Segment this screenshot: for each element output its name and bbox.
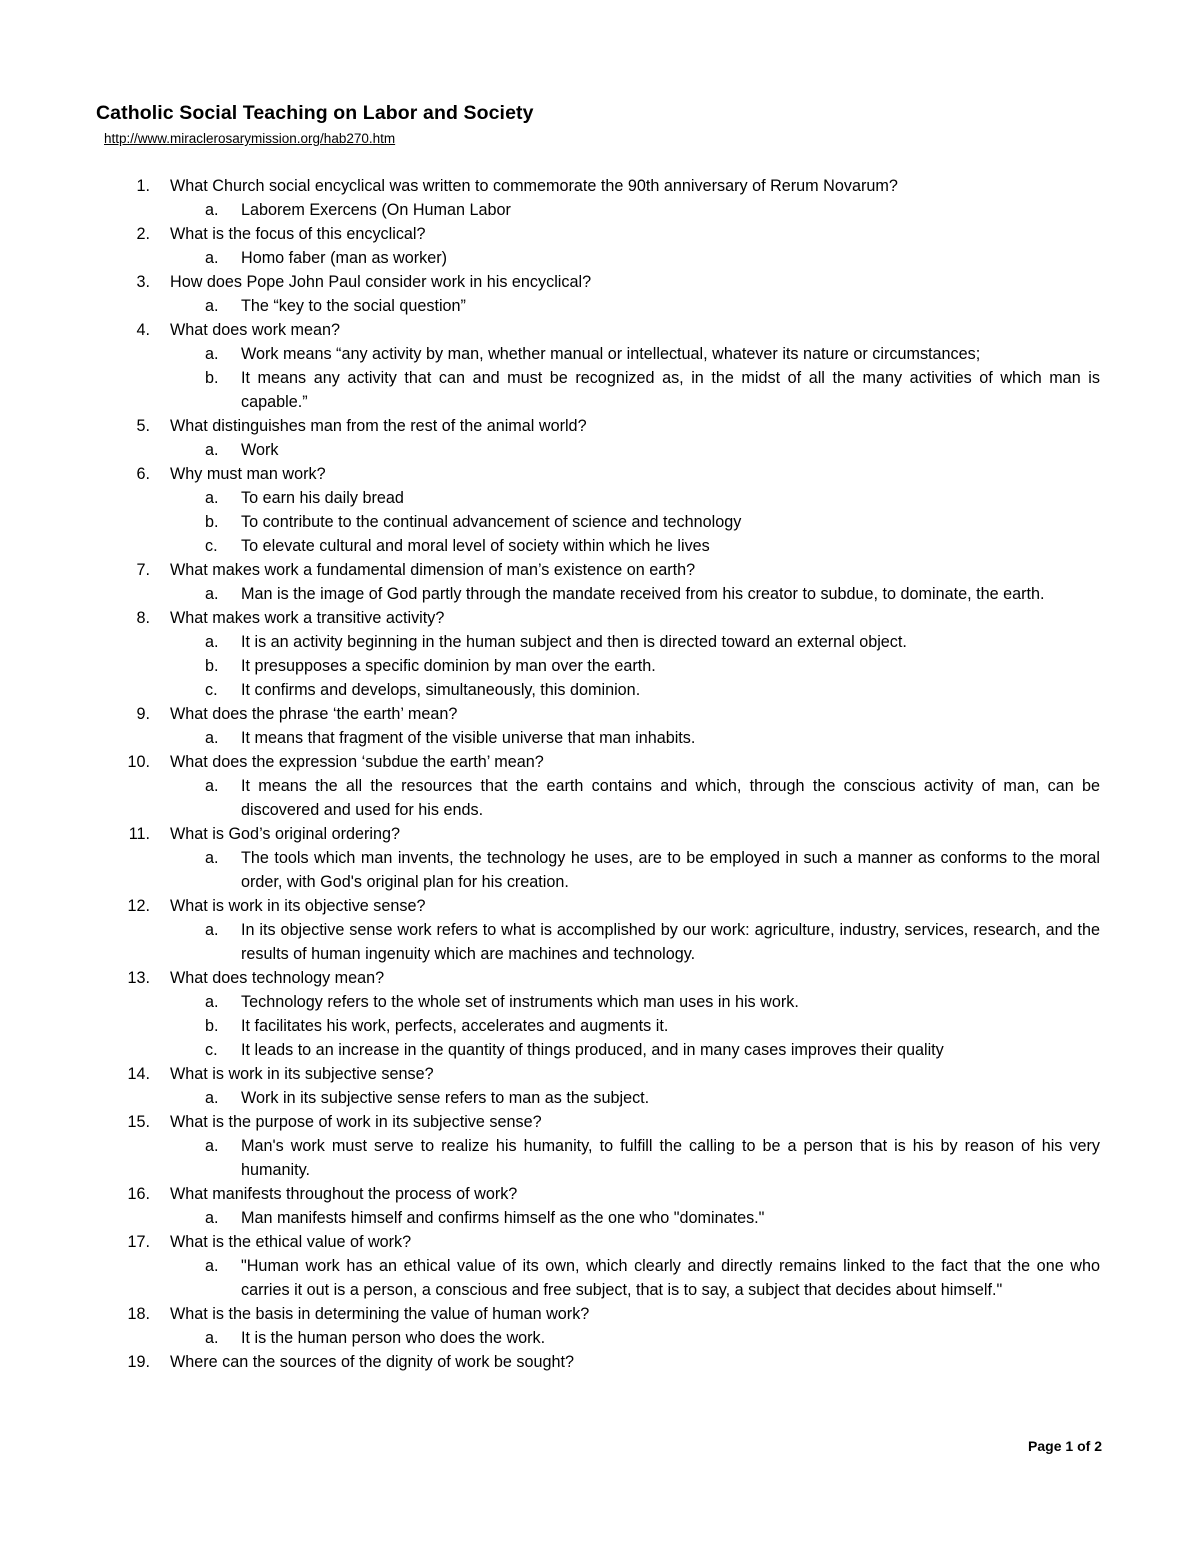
question-number: 18. bbox=[127, 1305, 150, 1323]
question-item bbox=[0, 1110, 1200, 1134]
answer-text: Homo faber (man as worker) bbox=[241, 249, 448, 267]
answer-text: It means the all the resources that the earth contains and which, through the conscious activity of man, can be discovered and used for his ends. bbox=[241, 777, 1100, 819]
answer-letter: a. bbox=[205, 585, 219, 603]
answer-text: It means that fragment of the visible universe that man inhabits. bbox=[241, 729, 696, 747]
question-item bbox=[0, 894, 1200, 918]
answer-text: Work bbox=[241, 441, 279, 459]
answer-text: "Human work has an ethical value of its own, which clearly and directly remains linked to the fact that the one who carries it out is a person, a conscious and free subject, that is to say, a subject that decides about himself." bbox=[241, 1257, 1100, 1299]
answer-text: Technology refers to the whole set of instruments which man uses in his work. bbox=[241, 993, 799, 1011]
question-number: 13. bbox=[127, 969, 150, 987]
answer-text: Laborem Exercens (On Human Labor bbox=[241, 201, 511, 219]
answer-item bbox=[0, 582, 1100, 606]
question-text: What makes work a fundamental dimension of man’s existence on earth? bbox=[170, 561, 696, 579]
answer-letter: a. bbox=[205, 249, 219, 267]
question-number: 10. bbox=[127, 753, 150, 771]
answer-item bbox=[0, 1206, 1100, 1230]
question-number: 7. bbox=[136, 561, 150, 579]
answer-item bbox=[0, 510, 1100, 534]
question-text: What does work mean? bbox=[170, 321, 341, 339]
answer-letter: a. bbox=[205, 201, 219, 219]
question-text: What is work in its objective sense? bbox=[170, 897, 426, 915]
question-number: 2. bbox=[136, 225, 150, 243]
answer-item bbox=[0, 1014, 1100, 1038]
answer-item bbox=[0, 1326, 1100, 1350]
question-number: 11. bbox=[128, 825, 150, 843]
question-text: What manifests throughout the process of work? bbox=[170, 1185, 518, 1203]
question-text: What is the focus of this encyclical? bbox=[170, 225, 426, 243]
question-item bbox=[0, 270, 1200, 294]
answer-item bbox=[0, 534, 1100, 558]
question-item bbox=[0, 702, 1200, 726]
answer-item bbox=[0, 198, 1100, 222]
answer-letter: a. bbox=[205, 777, 219, 795]
question-item bbox=[0, 1230, 1200, 1254]
answer-item bbox=[0, 678, 1100, 702]
question-list bbox=[0, 174, 1200, 1374]
source-url-link[interactable]: http://www.miraclerosarymission.org/hab270.htm bbox=[104, 131, 396, 146]
question-number: 17. bbox=[127, 1233, 150, 1251]
question-number: 16. bbox=[127, 1185, 150, 1203]
question-item bbox=[0, 822, 1200, 846]
answer-text: It presupposes a specific dominion by man over the earth. bbox=[241, 657, 656, 675]
answer-letter: a. bbox=[205, 1329, 219, 1347]
question-text: What makes work a transitive activity? bbox=[170, 609, 445, 627]
question-text: What is the ethical value of work? bbox=[170, 1233, 412, 1251]
question-item bbox=[0, 1182, 1200, 1206]
answer-item bbox=[0, 246, 1100, 270]
answer-text: To elevate cultural and moral level of society within which he lives bbox=[241, 537, 710, 555]
question-text: How does Pope John Paul consider work in his encyclical? bbox=[170, 273, 592, 291]
question-number: 14. bbox=[127, 1065, 150, 1083]
answer-letter: a. bbox=[205, 1209, 219, 1227]
answer-item bbox=[0, 630, 1100, 654]
question-text: What distinguishes man from the rest of the animal world? bbox=[170, 417, 587, 435]
question-text: What does the expression ‘subdue the earth’ mean? bbox=[170, 753, 544, 771]
question-number: 12. bbox=[127, 897, 150, 915]
question-item bbox=[0, 462, 1200, 486]
question-item bbox=[0, 1302, 1200, 1326]
answer-item bbox=[0, 846, 1100, 894]
question-item bbox=[0, 1062, 1200, 1086]
question-text: What does technology mean? bbox=[170, 969, 385, 987]
answer-letter: a. bbox=[205, 1089, 219, 1107]
answer-letter: b. bbox=[205, 657, 219, 675]
answer-text: It is an activity beginning in the human subject and then is directed toward an external object. bbox=[241, 633, 907, 651]
answer-text: It means any activity that can and must be recognized as, in the midst of all the many activities of which man is capable.” bbox=[241, 369, 1100, 411]
question-number: 19. bbox=[127, 1353, 150, 1371]
answer-text: Work in its subjective sense refers to man as the subject. bbox=[241, 1089, 650, 1107]
answer-item bbox=[0, 654, 1100, 678]
answer-letter: a. bbox=[205, 993, 219, 1011]
answer-letter: a. bbox=[205, 345, 219, 363]
answer-text: It confirms and develops, simultaneously, this dominion. bbox=[241, 681, 641, 699]
answer-item bbox=[0, 366, 1100, 414]
answer-text: To earn his daily bread bbox=[241, 489, 404, 507]
answer-text: Man manifests himself and confirms himself as the one who "dominates." bbox=[241, 1209, 765, 1227]
answer-text: Work means “any activity by man, whether manual or intellectual, whatever its nature or circumstances; bbox=[241, 345, 981, 363]
question-item bbox=[0, 606, 1200, 630]
answer-item bbox=[0, 1086, 1100, 1110]
answer-item bbox=[0, 1134, 1100, 1182]
question-number: 15. bbox=[127, 1113, 150, 1131]
question-number: 8. bbox=[136, 609, 150, 627]
answer-letter: a. bbox=[205, 489, 219, 507]
page-current: 1 bbox=[1065, 1438, 1074, 1454]
answer-letter: a. bbox=[205, 633, 219, 651]
answer-letter: b. bbox=[205, 369, 219, 387]
answer-text: It leads to an increase in the quantity of things produced, and in many cases improves their quality bbox=[241, 1041, 944, 1059]
answer-text: The tools which man invents, the technology he uses, are to be employed in such a manner as conforms to the moral order, with God's original plan for his creation. bbox=[241, 849, 1100, 891]
answer-letter: a. bbox=[205, 729, 219, 747]
answer-text: The “key to the social question” bbox=[241, 297, 466, 315]
answer-item bbox=[0, 438, 1100, 462]
answer-letter: a. bbox=[205, 1257, 219, 1275]
page-number bbox=[1028, 1438, 1102, 1454]
answer-letter: c. bbox=[205, 681, 218, 699]
answer-letter: a. bbox=[205, 297, 219, 315]
question-item bbox=[0, 750, 1200, 774]
answer-item bbox=[0, 486, 1100, 510]
question-text: What Church social encyclical was written to commemorate the 90th anniversary of Rerum Novarum? bbox=[170, 177, 898, 195]
document-title: Catholic Social Teaching on Labor and Society bbox=[96, 102, 534, 124]
question-text: Why must man work? bbox=[170, 465, 326, 483]
answer-letter: a. bbox=[205, 441, 219, 459]
answer-text: It is the human person who does the work. bbox=[241, 1329, 546, 1347]
question-item bbox=[0, 318, 1200, 342]
question-text: Where can the sources of the dignity of work be sought? bbox=[170, 1353, 575, 1371]
answer-item bbox=[0, 1254, 1100, 1302]
question-text: What is God’s original ordering? bbox=[170, 825, 401, 843]
question-number: 9. bbox=[136, 705, 150, 723]
answer-text: Man is the image of God partly through the mandate received from his creator to subdue, to dominate, the earth. bbox=[241, 585, 1045, 603]
answer-letter: b. bbox=[205, 513, 219, 531]
question-item bbox=[0, 558, 1200, 582]
page-word: Page bbox=[1028, 1438, 1062, 1454]
answer-item bbox=[0, 918, 1100, 966]
answer-letter: a. bbox=[205, 849, 219, 867]
question-number: 3. bbox=[136, 273, 150, 291]
answer-item bbox=[0, 774, 1100, 822]
answer-text: To contribute to the continual advancement of science and technology bbox=[241, 513, 742, 531]
question-text: What is the basis in determining the value of human work? bbox=[170, 1305, 590, 1323]
answer-item bbox=[0, 990, 1100, 1014]
question-text: What is work in its subjective sense? bbox=[170, 1065, 434, 1083]
answer-text: In its objective sense work refers to what is accomplished by our work: agriculture, industry, services, research, and the results of human ingenuity which are machines and technology. bbox=[241, 921, 1100, 963]
answer-letter: c. bbox=[205, 1041, 218, 1059]
answer-item bbox=[0, 726, 1100, 750]
page-total: 2 bbox=[1094, 1438, 1102, 1454]
answer-letter: c. bbox=[205, 537, 218, 555]
answer-item bbox=[0, 342, 1100, 366]
answer-letter: a. bbox=[205, 1137, 219, 1155]
question-item bbox=[0, 222, 1200, 246]
question-item bbox=[0, 174, 1200, 198]
question-item bbox=[0, 966, 1200, 990]
answer-item bbox=[0, 1038, 1100, 1062]
answer-letter: b. bbox=[205, 1017, 219, 1035]
question-number: 1. bbox=[136, 177, 150, 195]
answer-letter: a. bbox=[205, 921, 219, 939]
page-of-word: of bbox=[1077, 1438, 1091, 1454]
answer-text: It facilitates his work, perfects, accelerates and augments it. bbox=[241, 1017, 669, 1035]
question-text: What is the purpose of work in its subjective sense? bbox=[170, 1113, 542, 1131]
question-number: 4. bbox=[136, 321, 150, 339]
question-text: What does the phrase ‘the earth’ mean? bbox=[170, 705, 458, 723]
question-item bbox=[0, 1350, 1200, 1374]
answer-text: Man's work must serve to realize his humanity, to fulfill the calling to be a person that is his by reason of his very humanity. bbox=[241, 1137, 1100, 1179]
question-number: 6. bbox=[136, 465, 150, 483]
answer-item bbox=[0, 294, 1100, 318]
question-number: 5. bbox=[136, 417, 150, 435]
question-item bbox=[0, 414, 1200, 438]
